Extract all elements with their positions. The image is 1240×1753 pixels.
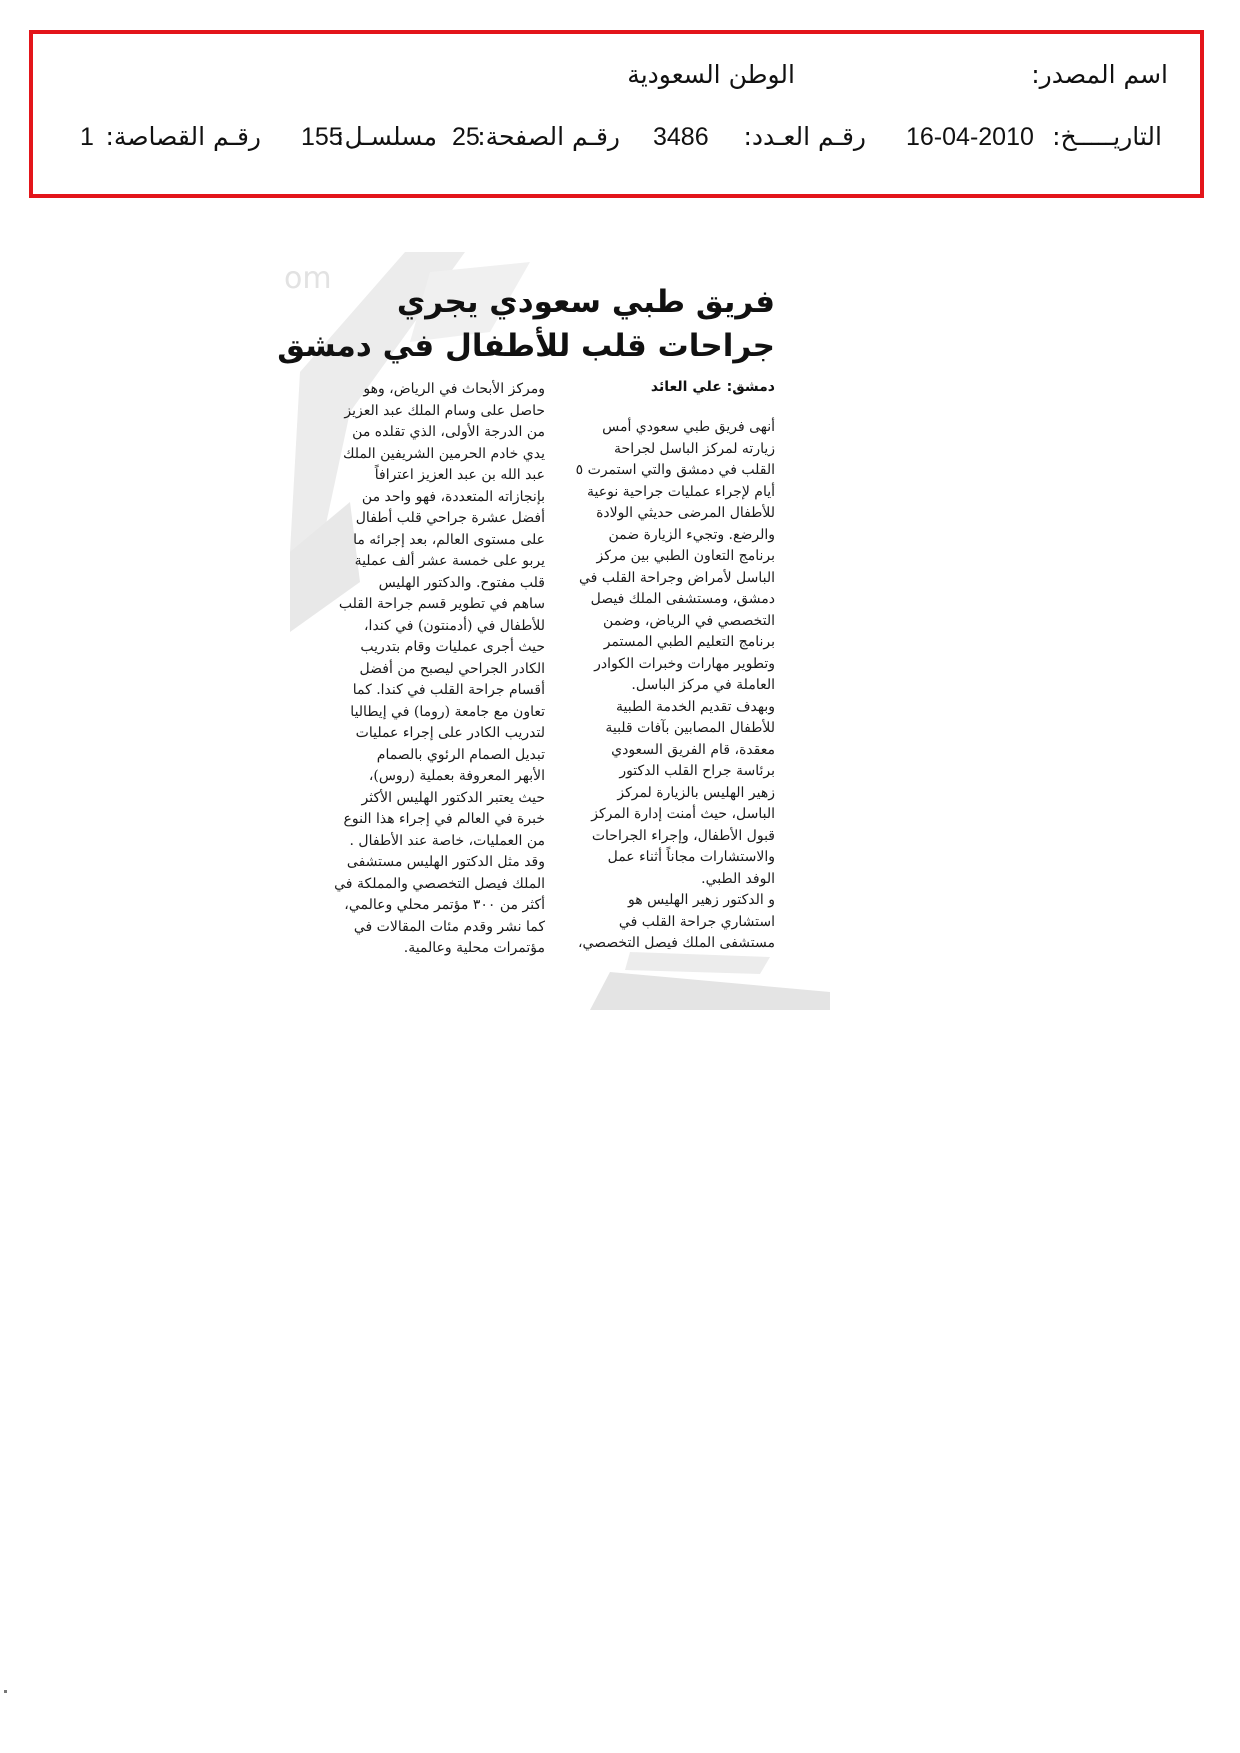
article-text-line: بإنجازاته المتعددة، فهو واحد من: [361, 488, 545, 505]
article-text-line: من الدرجة الأولى، الذي تقلده من: [352, 424, 545, 440]
article-text-line: برنامج التعليم الطبي المستمر: [603, 634, 775, 650]
article-column-left: [330, 379, 545, 960]
article-text-line: أقسام جراحة القلب في كندا. كما: [352, 682, 545, 698]
article-text-line: الكادر الجراحي ليصبح من أفضل: [359, 660, 545, 677]
article-text-line: وبهدف تقديم الخدمة الطبية: [615, 698, 775, 715]
source-value: الوطن السعودية: [627, 60, 795, 89]
article-column-right: [575, 417, 775, 955]
article-text-line: تبديل الصمام الرئوي بالصمام: [376, 746, 545, 763]
clip-label: رقـم القصاصة:: [105, 122, 261, 151]
article-text-line: حاصل على وسام الملك عبد العزيز: [344, 402, 545, 419]
headline-line-2: جراحات قلب للأطفال في دمشق: [277, 328, 775, 364]
serial-value: 155: [301, 123, 343, 151]
article-text-line: وتطوير مهارات وخبرات الكوادر: [594, 655, 775, 672]
article-text-line: من العمليات، خاصة عند الأطفال .: [349, 832, 545, 849]
article-text-line: الوفد الطبي.: [701, 870, 775, 887]
article-text-line: قلب مفتوح. والدكتور الهليس: [378, 574, 545, 591]
article-headline: [277, 280, 775, 368]
article-text-line: الباسل لأمراض وجراحة القلب في: [579, 569, 775, 586]
issue-label: رقـم العـدد:: [743, 122, 866, 151]
article-text-line: الأبهر المعروفة بعملية (روس)،: [368, 768, 545, 784]
article-text-line: قبول الأطفال، وإجراء الجراحات: [591, 827, 775, 844]
clipping-info-frame: [29, 30, 1204, 198]
article-text-line: يربو على خمسة عشر ألف عملية: [354, 553, 545, 569]
newspaper-clipping: [277, 252, 830, 1010]
article-text-line: يدي خادم الحرمين الشريفين الملك: [342, 445, 545, 462]
clip-value: 1: [80, 123, 94, 151]
article-text-line: التخصصي في الرياض، وضمن: [603, 612, 775, 629]
article-text-line: أفضل عشرة جراحي قلب أطفال: [355, 510, 545, 526]
article-text-line: الباسل، حيث أمنت إدارة المركز: [591, 806, 775, 822]
article-text-line: و الدكتور زهير الهليس هو: [628, 892, 775, 908]
article-text-line: دمشق، ومستشفى الملك فيصل: [590, 591, 775, 607]
scan-edge-mark: [4, 1690, 7, 1693]
article-text-line: استشاري جراحة القلب في: [618, 913, 775, 930]
article-text-line: الملك فيصل التخصصي والمملكة في: [334, 875, 545, 892]
article-text-line: أنهى فريق طبي سعودي أمس: [602, 419, 775, 435]
serial-label: مسلسـل:: [336, 122, 437, 151]
article-text-line: العاملة في مركز الباسل.: [631, 677, 775, 693]
article-text-line: تعاون مع جامعة (روما) في إيطاليا: [350, 703, 545, 720]
article-text-line: خبرة في العالم في إجراء هذا النوع: [343, 811, 545, 827]
article-text-line: برنامج التعاون الطبي بين مركز: [596, 548, 775, 564]
article-text-line: عبد الله بن عبد العزيز اعترافاً: [374, 467, 545, 483]
article-text-line: للأطفال المصابين بآفات قلبية: [605, 720, 775, 736]
article-text-line: أكثر من ٣٠٠ مؤتمر محلي وعالمي،: [344, 897, 545, 913]
page-value: 25: [452, 123, 480, 151]
article-text-line: برئاسة جراح القلب الدكتور: [619, 763, 775, 779]
article-text-line: والاستشارات مجاناً أثناء عمل: [607, 849, 775, 865]
article-text-line: زهير الهليس بالزيارة لمركز: [617, 784, 775, 801]
article-text-line: وقد مثل الدكتور الهليس مستشفى: [346, 854, 545, 870]
watermark-text: om: [284, 261, 332, 296]
page-label: رقـم الصفحة:: [477, 122, 620, 151]
article-text-line: والرضع. وتجيء الزيارة ضمن: [608, 526, 775, 543]
date-label: التاريـــــخ:: [1052, 122, 1162, 151]
headline-line-1: فريق طبي سعودي يجري: [396, 284, 775, 320]
article-text-line: معقدة، قام الفريق السعودي: [611, 741, 775, 758]
article-text-line: القلب في دمشق والتي استمرت ٥: [575, 462, 775, 478]
article-text-line: لتدريب الكادر على إجراء عمليات: [355, 725, 545, 741]
article-text-line: كما نشر وقدم مئات المقالات في: [353, 918, 545, 935]
article-text-line: مستشفى الملك فيصل التخصصي،: [577, 935, 775, 951]
article-byline: دمشق: علي العائد: [650, 379, 775, 395]
article-text-line: ساهم في تطوير قسم جراحة القلب: [338, 596, 545, 612]
article-text-line: للأطفال في (أدمنتون) في كندا،: [364, 617, 545, 634]
article-text-line: على مستوى العالم، بعد إجرائه ما: [353, 531, 545, 548]
article-text-line: حيث يعتبر الدكتور الهليس الأكثر: [361, 789, 545, 806]
article-text-line: ومركز الأبحاث في الرياض، وهو: [363, 381, 545, 397]
article-text-line: أيام لإجراء عمليات جراحية نوعية: [587, 483, 775, 500]
issue-value: 3486: [653, 123, 709, 151]
article-text-line: مؤتمرات محلية وعالمية.: [403, 940, 545, 956]
article-text-line: زيارته لمركز الباسل لجراحة: [614, 440, 775, 457]
article-text-line: حيث أجرى عمليات وقام بتدريب: [360, 639, 545, 655]
date-value: 16-04-2010: [906, 123, 1034, 151]
article-text-line: للأطفال المرضى حديثي الولادة: [596, 505, 775, 521]
source-label: اسم المصدر:: [1031, 60, 1168, 89]
